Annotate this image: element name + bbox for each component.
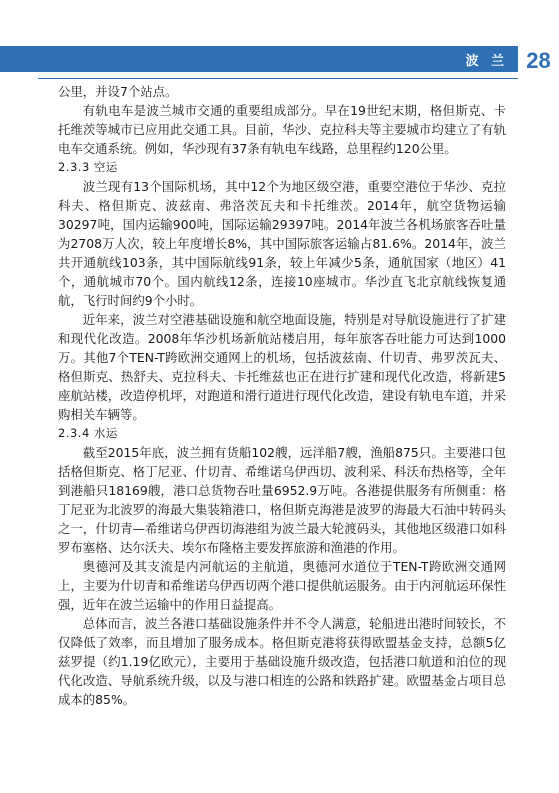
body-text: [58, 82, 506, 709]
paragraph-oder-river: 奥德河及其支流是内河航运的主航道，奥德河水道位于TEN-T跨欧洲交通网上，主要为什切青和希维诺乌伊西切两个港口提供航运服务。由于内河航运环保性强，近年在波兰运输中的作用日益提高。: [58, 559, 506, 612]
paragraph-airport-upgrades: 近年来，波兰对空港基础设施和航空地面设施，特别是对导航设施进行了扩建和现代化改造。2008年华沙机场新航站楼启用，每年旅客吞吐能力可达到1000万。其他7个TEN-T跨欧洲交通网上的机场，包括波兹南、什切青、弗罗茨瓦夫、格但斯克、热舒夫、克拉科夫、卡托维兹也正在进行扩建和现代化改造，将新建5座航站楼，改造停机坪，对跑道和滑行道进行现代化改造，建设有轨电车道，并采购相关车辆等。: [58, 312, 506, 422]
paragraph-tram: 有轨电车是波兰城市交通的重要组成部分。早在19世纪末期，格但斯克、卡托维茨等城市已应用此交通工具。目前，华沙、克拉科夫等主要城市均建立了有轨电车交通系统。例如，华沙现有37条有轨电车线路，总里程约120公里。: [58, 103, 506, 156]
paragraph-airports: 波兰现有13个国际机场，其中12个为地区级空港，重要空港位于华沙、克拉科夫、格但斯克、波兹南、弗洛茨瓦夫和卡托维茨。2014年，航空货物运输30297吨，国内运输900吨，国际运输29397吨。2014年波兰各机场旅客吞吐量为2708万人次，较上年度增长8%，其中国际旅客运输占81.6%。2014年，波兰共开通航线103条，其中国际航线91条，较上年减少5条，通航国家（地区）41个，通航城市70个。国内航线12条，连接10座城市。华沙直飞北京航线恢复通航，飞行时间约9个小时。: [58, 179, 506, 308]
header-country-label: 波 兰: [465, 54, 508, 69]
section-heading-air: 2.3.3 空运: [58, 160, 118, 174]
header-rule: [38, 78, 518, 79]
paragraph-ports: 截至2015年底，波兰拥有货船102艘，远洋船7艘，渔船875只。主要港口包括格但斯克、格丁尼亚、什切青、希维诺乌伊西切、波利采、科沃布热格等，全年到港船只18169艘，港口总货物吞吐量6952.9万吨。各港提供服务有所侧重：格丁尼亚为北波罗的海最大集装箱港口，格但斯克海港是波罗的海最大石油中转码头之一，什切青—希维诺乌伊西切海港组为波兰最大轮渡码头，其他地区级港口如科罗布塞格、达尔沃夫、埃尔布隆格主要发挥旅游和渔港的作用。: [58, 445, 506, 555]
paragraph-continued: 公里，并设7个站点。: [58, 84, 178, 99]
paragraph-port-infrastructure: 总体而言，波兰各港口基础设施条件并不令人满意，轮船进出港时间较长，不仅降低了效率，而且增加了服务成本。格但斯克港将获得欧盟基金支持，总额5亿兹罗提（约1.19亿欧元），主要用于基础设施升级改造，包括港口航道和泊位的现代化改造、导航系统升级，以及与港口相连的公路和铁路扩建。欧盟基金占项目总成本的85%。: [58, 616, 506, 707]
header-band: [0, 46, 518, 72]
page-number: 28: [526, 48, 551, 73]
section-heading-water: 2.3.4 水运: [58, 426, 118, 440]
